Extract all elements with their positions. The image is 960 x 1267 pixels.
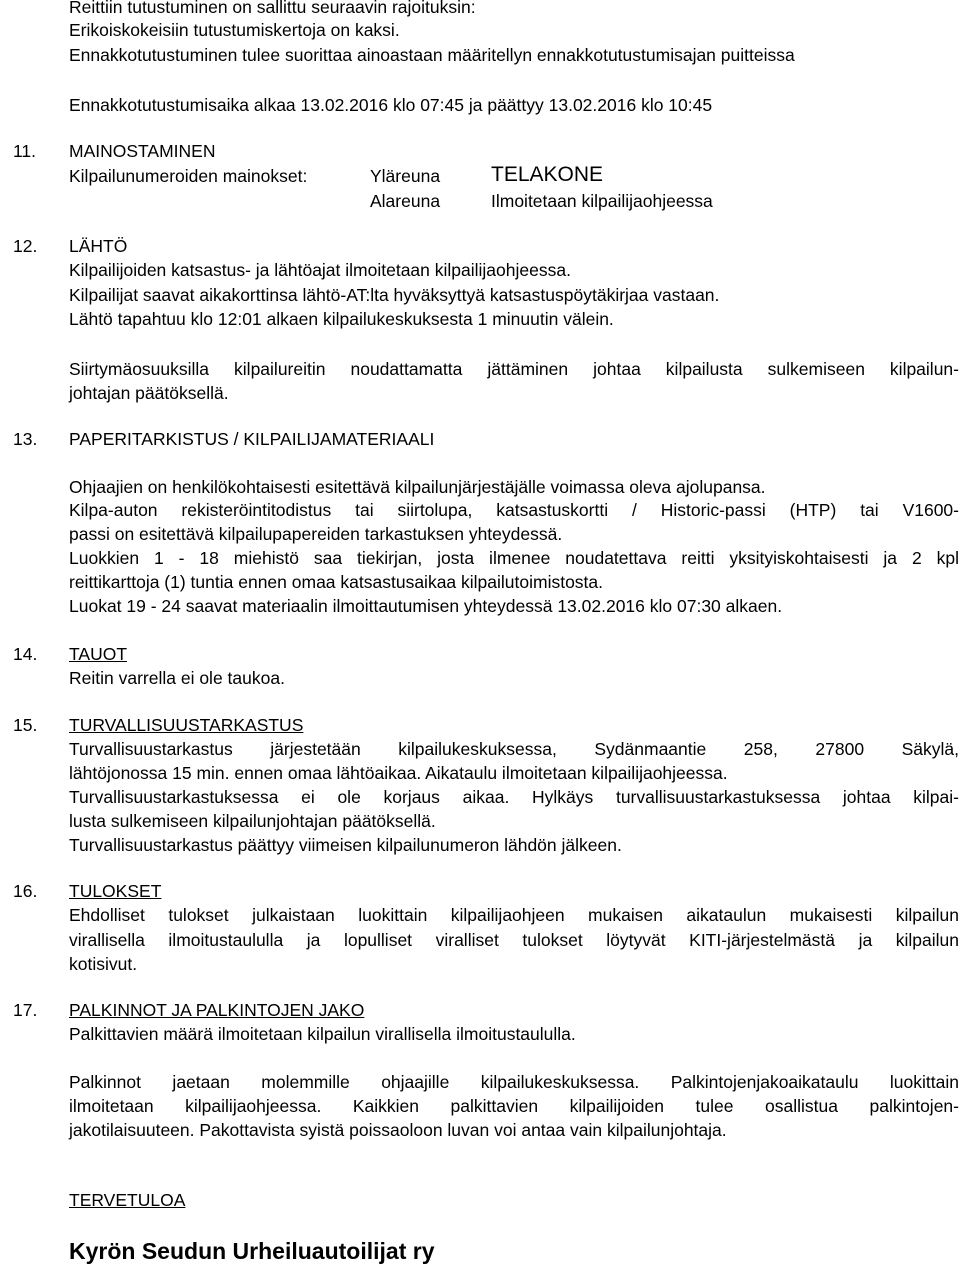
section-15-line-1: Turvallisuustarkastus järjestetään kilpailukeskuksessa, Sydänmaantie 258, 27800 Säkylä, [69, 739, 959, 759]
welcome-heading: TERVETULOA [69, 1190, 186, 1210]
ads-label: Kilpailunumeroiden mainokset: [69, 166, 308, 186]
section-13-line-3: passi on esitettävä kilpailupapereiden tarkastuksen yhteydessä. [69, 524, 563, 544]
section-12-number: 12. [13, 236, 38, 256]
upper-edge-value: TELAKONE [491, 163, 604, 186]
section-12-title: LÄHTÖ [69, 236, 128, 256]
section-13-line-6: Luokat 19 - 24 saavat materiaalin ilmoittautumisen yhteydessä 13.02.2016 klo 07:30 alkaen. [69, 596, 783, 616]
section-15-title: TURVALLISUUSTARKASTUS [69, 715, 304, 735]
section-15-line-5: Turvallisuustarkastus päättyy viimeisen kilpailunumeron lähdön jälkeen. [69, 835, 622, 855]
section-15-line-2: lähtöjonossa 15 min. ennen omaa lähtöaikaa. Aikataulu ilmoitetaan kilpailijaohjeessa. [69, 763, 728, 783]
section-11-title: MAINOSTAMINEN [69, 141, 216, 161]
section-12-line-3: Lähtö tapahtuu klo 12:01 alkaen kilpailukeskuksesta 1 minuutin välein. [69, 309, 614, 329]
intro-line-4: Ennakkotutustumisaika alkaa 13.02.2016 klo 07:45 ja päättyy 13.02.2016 klo 10:45 [69, 95, 713, 115]
section-15-number: 15. [13, 715, 38, 735]
section-12-para-line-1: Siirtymäosuuksilla kilpailureitin noudattamatta jättäminen johtaa kilpailusta sulkemiseen kilpailun- [69, 359, 959, 379]
section-17-para-line-1: Palkinnot jaetaan molemmille ohjaajille kilpailukeskuksessa. Palkintojenjakoaikataulu luokittain [69, 1072, 959, 1092]
section-12-para-line-2: johtajan päätöksellä. [69, 383, 229, 403]
section-14-line-1: Reitin varrella ei ole taukoa. [69, 668, 285, 688]
section-17-para-line-2: ilmoitetaan kilpailijaohjeessa. Kaikkien palkittavien kilpailijoiden tulee osallistua palkintojen- [69, 1096, 959, 1116]
section-17-title: PALKINNOT JA PALKINTOJEN JAKO [69, 1000, 365, 1020]
section-16-number: 16. [13, 881, 38, 901]
section-17-para-line-3: jakotilaisuuteen. Pakottavista syistä poissaoloon luvan voi antaa vain kilpailunjohtaja. [69, 1120, 727, 1140]
section-13-number: 13. [13, 429, 38, 449]
intro-line-2: Erikoiskokeisiin tutustumiskertoja on kaksi. [69, 20, 400, 40]
section-12-line-2: Kilpailijat saavat aikakorttinsa lähtö-AT:lta hyväksyttyä katsastuspöytäkirjaa vastaan. [69, 285, 720, 305]
section-13-line-4: Luokkien 1 - 18 miehistö saa tiekirjan, josta ilmenee noudatettava reitti yksityiskohtaisesti ja 2 kpl [69, 548, 959, 568]
lower-edge-value: Ilmoitetaan kilpailijaohjeessa [491, 191, 713, 211]
section-13-title: PAPERITARKISTUS / KILPAILIJAMATERIAALI [69, 429, 435, 449]
section-13-line-5: reittikarttoja (1) tuntia ennen omaa katsastusaikaa kilpailutoimistosta. [69, 572, 604, 592]
section-17-number: 17. [13, 1000, 38, 1020]
section-11-number: 11. [13, 141, 37, 161]
section-12-line-1: Kilpailijoiden katsastus- ja lähtöajat ilmoitetaan kilpailijaohjeessa. [69, 260, 571, 280]
lower-edge-label: Alareuna [370, 191, 441, 211]
section-13-line-2: Kilpa-auton rekisteröintitodistus tai siirtolupa, katsastuskortti / Historic-passi (HTP) tai V1600- [69, 500, 959, 520]
section-16-title: TULOKSET [69, 881, 162, 901]
upper-edge-label: Yläreuna [370, 166, 441, 186]
section-16-line-1: Ehdolliset tulokset julkaistaan luokittain kilpailijaohjeen mukaisen aikataulun mukaisesti kilpailun [69, 905, 959, 925]
section-15-line-4: lusta sulkemiseen kilpailunjohtajan päätöksellä. [69, 811, 436, 831]
intro-line-3: Ennakkotutustuminen tulee suorittaa ainoastaan määritellyn ennakkotutustumisajan puitteissa [69, 45, 795, 65]
section-17-line-1: Palkittavien määrä ilmoitetaan kilpailun virallisella ilmoitustaululla. [69, 1024, 576, 1044]
intro-line-1: Reittiin tutustuminen on sallittu seuraavin rajoituksin: [69, 0, 476, 17]
section-13-line-1: Ohjaajien on henkilökohtaisesti esitettävä kilpailunjärjestäjälle voimassa oleva ajolupansa. [69, 477, 766, 497]
section-16-line-2: virallisella ilmoitustaululla ja lopulliset viralliset tulokset löytyvät KITI-järjestelmästä ja kilpailun [69, 930, 959, 950]
section-16-line-3: kotisivut. [69, 954, 138, 974]
organizer-name: Kyrön Seudun Urheiluautoilijat ry [69, 1238, 435, 1264]
section-14-title: TAUOT [69, 644, 128, 664]
section-15-line-3: Turvallisuustarkastuksessa ei ole korjaus aikaa. Hylkäys turvallisuustarkastuksessa johtaa kilpai- [69, 787, 959, 807]
section-14-number: 14. [13, 644, 38, 664]
